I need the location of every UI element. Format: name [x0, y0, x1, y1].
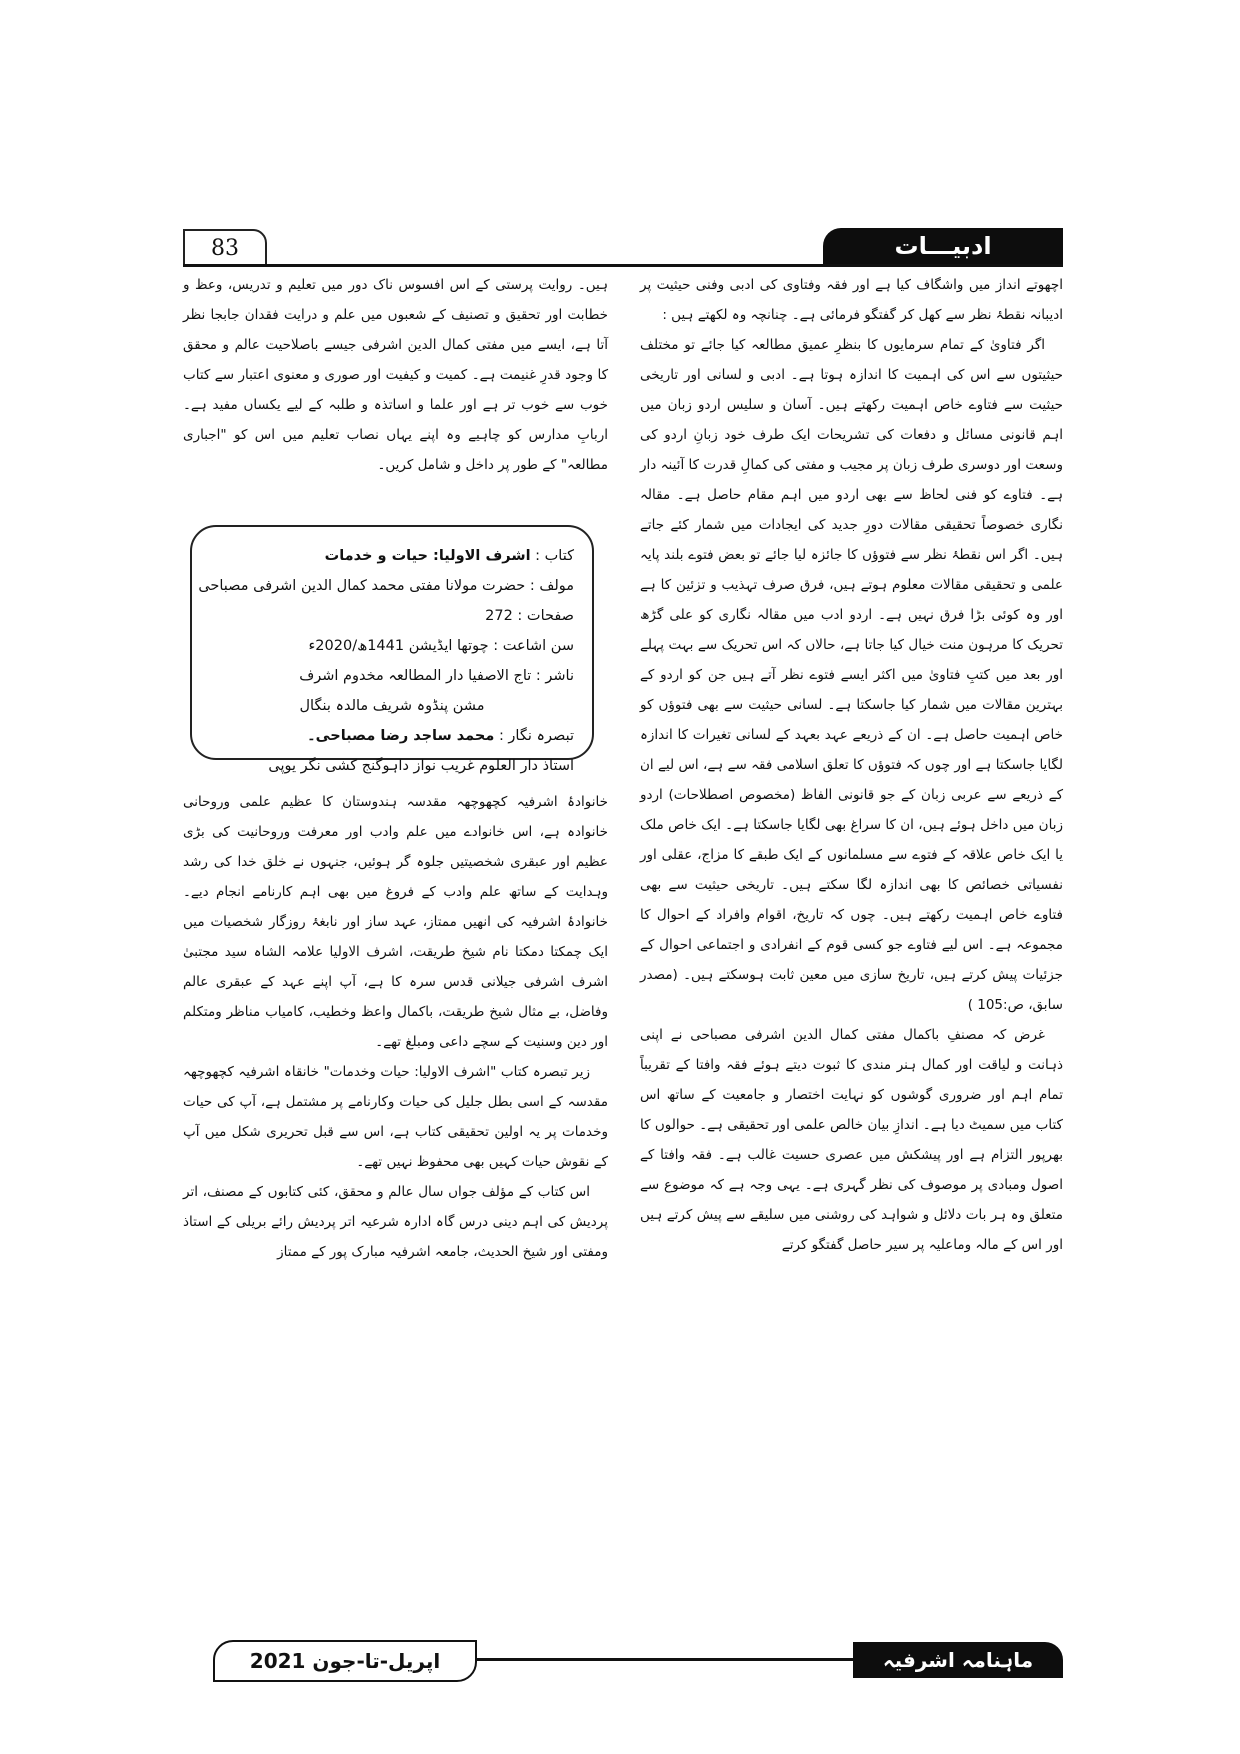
- reviewer-name: محمد ساجد رضا مصباحی۔: [307, 728, 495, 744]
- author-line: مولف : حضرت مولانا مفتی محمد کمال الدین اشرفی مصباحی: [198, 578, 574, 594]
- right-paragraph: غرض کہ مصنفِ باکمال مفتی کمال الدین اشرفی مصباحی نے اپنی ذہانت و لیاقت اور کمال ہنر مندی کا ثبوت دیتے ہوئے فقہ وافتا کے تقریباً تمام اہم اور ضروری گوشوں کو نہایت اختصار و جامعیت کے ساتھ اس کتاب میں سمیٹ دیا ہے۔ اندازِ بیان خالص علمی اور تحقیقی ہے۔ حوالوں کا بھرپور التزام ہے اور پیشکش میں عصری حسیت غالب ہے۔ فقہ وافتا کے اصول ومبادی پر موصوف کی نظر گہری ہے۔ یہی وجہ ہے کہ موضوع سے متعلق وہ ہر بات دلائل و شواہد کی روشنی میں سلیقے سے پیش کرتے ہیں اور اس کے مالہ وماعلیہ پر سیر حاصل گفتگو کرتے: [640, 1027, 1063, 1253]
- book-label: کتاب :: [535, 548, 574, 564]
- book-title: اشرف الاولیا: حیات و خدمات: [324, 548, 531, 564]
- reviewer-line: [210, 721, 574, 751]
- left-bottom-paragraph: اس کتاب کے مؤلف جواں سال عالم و محقق، کئی کتابوں کے مصنف، اتر پردیش کی اہم دینی درس گاہ ادارہ شرعیہ اتر پردیش رائے بریلی کے استاذ ومفتی اور شیخ الحدیث، جامعہ اشرفیہ مبارک پور کے ممتاز: [183, 1184, 608, 1260]
- left-column-bottom: [183, 787, 608, 1267]
- reviewer-label: تبصرہ نگار :: [498, 728, 574, 744]
- publisher-address: مشن پنڈوہ شریف مالدہ بنگال: [299, 698, 485, 714]
- pages-line: [210, 601, 574, 631]
- right-column: [640, 270, 1063, 1260]
- left-column-top: [183, 270, 608, 480]
- left-bottom-paragraph: زیر تبصرہ کتاب "اشرف الاولیا: حیات وخدمات" خانقاہ اشرفیہ کچھوچھہ مقدسہ کے اسی بطل جلیل کی حیات وکارنامے پر مشتمل ہے، آپ کی حیات وخدمات پر یہ اولین تحقیقی کتاب ہے، اس سے قبل تحریری شکل میں آپ کے نقوش حیات کہیں بھی محفوظ نہیں تھے۔: [183, 1064, 608, 1170]
- issue-date: اپریل-تا-جون 2021: [213, 1640, 477, 1682]
- book-title-line: [210, 541, 574, 571]
- right-paragraph: اچھوتے انداز میں واشگاف کیا ہے اور فقہ وفتاوی کی ادبی وفنی حیثیت پر ادیبانہ نقطۂ نظر سے کھل کر گفتگو فرمائی ہے۔ چنانچہ وہ لکھتے ہیں :: [640, 277, 1063, 323]
- book-info-box: [190, 525, 594, 774]
- header-rule: [183, 264, 1063, 267]
- publisher-line: ناشر : تاج الاصفیا دار المطالعہ مخدوم اشرف: [299, 668, 574, 684]
- magazine-name: ماہنامہ اشرفیہ: [853, 1642, 1063, 1678]
- left-bottom-paragraph: خانوادۂ اشرفیہ کچھوچھہ مقدسہ ہندوستان کا عظیم علمی وروحانی خانوادہ ہے، اس خانوادے میں علم وادب اور معرفت وروحانیت کی بڑی عظیم اور عبقری شخصیتیں جلوہ گر ہوئیں، جنہوں نے خلق خدا کی رشد وہدایت کے ساتھ علم وادب کے فروغ میں بھی اہم کارنامے انجام دیے۔ خانوادۂ اشرفیہ کی انھیں ممتاز، عہد ساز اور نابغۂ روزگار شخصیات میں ایک چمکتا دمکتا نام شیخ طریقت، اشرف الاولیا علامہ الشاہ سید مجتبیٰ اشرف اشرفی جیلانی قدس سرہ کا ہے، آپ اپنے عہد کے عبقری عالم وفاضل، بے مثال شیخ طریقت، باکمال واعظ وخطیب، کامیاب مناظر ومتکلم اور دین وسنیت کے سچے داعی ومبلغ تھے۔: [183, 794, 608, 1050]
- pages-label: صفحات :: [517, 608, 574, 624]
- left-top-paragraph: ہیں۔ روایت پرستی کے اس افسوس ناک دور میں تعلیم و تدریس، وعظ و خطابت اور تحقیق و تصنیف کے شعبوں میں علم و درایت فقدان جابجا نظر آتا ہے، ایسے میں مفتی کمال الدین اشرفی جیسے باصلاحیت عالم و محقق کا وجود قدرِ غنیمت ہے۔ کمیت و کیفیت اور صوری و معنوی اعتبار سے کتاب خوب سے خوب تر ہے اور علما و اساتذہ و طلبہ کے لیے یکساں مفید ہے۔ اربابِ مدارس کو چاہیے وہ اپنے یہاں نصاب تعلیم میں اس کو "اجباری مطالعہ" کے طور پر داخل و شامل کریں۔: [183, 277, 608, 473]
- page-number: 83: [183, 229, 267, 267]
- reviewer-affiliation: استاذ دار العلوم غریب نواز داہوگنج کشی نگر یوپی: [268, 758, 574, 774]
- pages-value: 272: [485, 608, 513, 624]
- edition-line: سن اشاعت : چوتھا ایڈیشن 1441ھ/2020ء: [308, 638, 574, 654]
- section-title: ادبیـــات: [823, 228, 1063, 264]
- footer-rule: [473, 1658, 853, 1661]
- right-paragraph-quote: اگر فتاویٰ کے تمام سرمایوں کا بنظرِ عمیق مطالعہ کیا جائے تو مختلف حیثیتوں سے اس کی اہمیت کا اندازہ ہوتا ہے۔ ادبی و لسانی اور تاریخی حیثیت سے فتاوے خاص اہمیت رکھتے ہیں۔ آسان و سلیس اردو زبان میں اہم قانونی مسائل و دفعات کی تشریحات ایک طرف خود زبانِ اردو کی وسعت اور دوسری طرف زبان پر مجیب و مفتی کی کمالِ قدرت کا آئینہ دار ہے۔ فتاوے کو فنی لحاظ سے بھی اردو میں اہم مقام حاصل ہے۔ مقالہ نگاری خصوصاً تحقیقی مقالات دورِ جدید کی ایجادات میں شمار کئے جاتے ہیں۔ اگر اس نقطۂ نظر سے فتوؤں کا جائزہ لیا جائے تو بعض فتوے بلند پایہ علمی و تحقیقی مقالات معلوم ہوتے ہیں، فرق صرف تہذیب و تزئین کا ہے اور وہ کوئی بڑا فرق نہیں ہے۔ اردو ادب میں مقالہ نگاری کو علی گڑھ تحریک کا مرہون منت خیال کیا جاتا ہے، حالاں کہ اس تحریک سے بہت پہلے اور بعد میں کتبِ فتاویٰ میں اکثر ایسے فتوے نظر آتے ہیں جن کو اردو کے بہترین مقالات میں شمار کیا جاسکتا ہے۔ لسانی حیثیت سے بھی فتوؤں کو خاص اہمیت حاصل ہے۔ ان کے ذریعے عہد بعہد کے لسانی تغیرات کا اندازہ لگایا جاسکتا ہے اور چوں کہ فتوؤں کا تعلق اسلامی فقہ سے ہے، اس لیے ان کے ذریعے سے عربی زبان کے جو قانونی الفاظ (مخصوص اصطلاحات) اردو زبان میں داخل ہوئے ہیں، ان کا سراغ بھی لگایا جاسکتا ہے۔ ایک خاص ملک یا ایک خاص علاقہ کے فتوے سے مسلمانوں کے ایک طبقے کا مزاج، عقلی اور نفسیاتی خصائص کا بھی اندازہ لگا سکتے ہیں۔ تاریخی حیثیت سے بھی فتاوے خاص اہمیت رکھتے ہیں۔ چوں کہ تاریخ، اقوام وافراد کے احوال کا مجموعہ ہے۔ اس لیے فتاوے جو کسی قوم کے انفرادی و اجتماعی احوال کے جزئیات پیش کرتے ہیں، تاریخ سازی میں معین ثابت ہوسکتے ہیں۔ (مصدر سابق، ص:105 ): [640, 337, 1063, 1013]
